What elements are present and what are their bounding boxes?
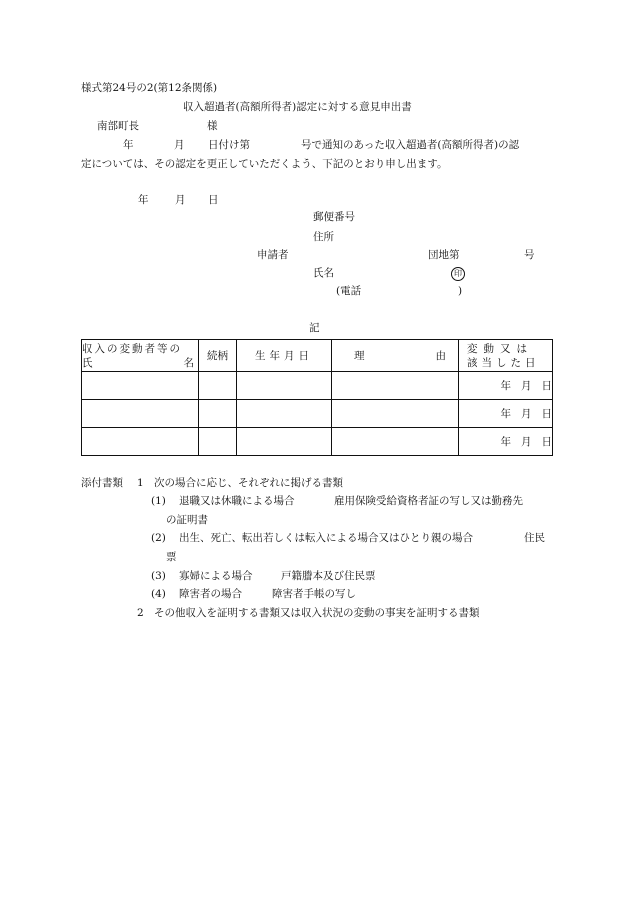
header-person-line2 bbox=[82, 356, 198, 370]
table-row bbox=[82, 400, 553, 428]
date-unit-month: 月 bbox=[521, 408, 532, 420]
cell-reason[interactable] bbox=[332, 372, 459, 400]
date-unit-month: 月 bbox=[521, 380, 532, 392]
sub2-doc-line2: 票 bbox=[166, 551, 177, 563]
date-unit-day: 日 bbox=[541, 408, 552, 420]
header-reason bbox=[332, 340, 459, 372]
cell-relationship[interactable] bbox=[199, 428, 237, 456]
phone-close: ) bbox=[458, 285, 463, 297]
date-day: 日 bbox=[208, 194, 219, 206]
document-title: 収入超過者(高額所得者)認定に対する意見申出書 bbox=[183, 101, 412, 113]
number-suffix: 号 bbox=[524, 249, 535, 261]
header-birthdate: 生年月日 bbox=[237, 340, 332, 372]
cell-person[interactable] bbox=[82, 372, 199, 400]
complex-label: 団地第 bbox=[428, 249, 460, 261]
address-label: 住所 bbox=[313, 231, 334, 243]
header-change-date bbox=[459, 340, 553, 372]
header-reason-a: 理 bbox=[354, 350, 365, 362]
cell-change-date[interactable] bbox=[459, 428, 553, 456]
attachment-item1-num: 1 bbox=[137, 477, 144, 489]
sub1-doc-line2: の証明書 bbox=[166, 514, 208, 526]
cell-person[interactable] bbox=[82, 428, 199, 456]
cell-person[interactable] bbox=[82, 400, 199, 428]
sub3-num: (3) bbox=[151, 570, 166, 582]
header-person-line1: 収入の変動者等の bbox=[82, 342, 182, 355]
sub1-text: 退職又は休職による場合 bbox=[179, 495, 295, 507]
header-change-line2: 該当した日 bbox=[467, 356, 540, 369]
header-relationship: 続柄 bbox=[199, 340, 237, 372]
header-change-line1: 変動又は bbox=[467, 342, 533, 355]
intro-day-dated: 日付け第 bbox=[208, 139, 250, 151]
date-year: 年 bbox=[138, 194, 149, 206]
header-reason-b: 由 bbox=[435, 350, 446, 362]
date-unit-year: 年 bbox=[500, 408, 511, 420]
date-unit-month: 月 bbox=[521, 436, 532, 448]
sub3-text: 寡婦による場合 bbox=[179, 570, 253, 582]
addressee: 南部町長 bbox=[97, 120, 139, 132]
sub4-num: (4) bbox=[151, 588, 166, 600]
sub4-doc: 障害者手帳の写し bbox=[272, 588, 356, 600]
postal-code-label: 郵便番号 bbox=[313, 211, 355, 223]
intro-line2: 定については、その認定を更正していただくよう、下記のとおり申し出ます。 bbox=[81, 158, 448, 170]
cell-birthdate[interactable] bbox=[237, 400, 332, 428]
date-unit-year: 年 bbox=[500, 380, 511, 392]
honorific: 様 bbox=[207, 120, 218, 132]
table-row bbox=[82, 372, 553, 400]
date-unit-day: 日 bbox=[541, 436, 552, 448]
cell-birthdate[interactable] bbox=[237, 372, 332, 400]
sub2-text: 出生、死亡、転出若しくは転入による場合又はひとり親の場合 bbox=[179, 532, 473, 544]
header-person-line2a: 氏 bbox=[82, 356, 93, 369]
ki-heading: 記 bbox=[309, 322, 320, 334]
attachment-item1-text: 次の場合に応じ、それぞれに掲げる書類 bbox=[154, 477, 343, 489]
attachment-item2-text: その他収入を証明する書類又は収入状況の変動の事実を証明する書類 bbox=[154, 607, 480, 619]
cell-reason[interactable] bbox=[332, 428, 459, 456]
seal-mark bbox=[451, 267, 465, 281]
sub3-doc: 戸籍謄本及び住民票 bbox=[281, 570, 376, 582]
attachments-label: 添付書類 bbox=[81, 477, 123, 489]
cell-change-date[interactable] bbox=[459, 372, 553, 400]
intro-year: 年 bbox=[123, 139, 134, 151]
sub1-num: (1) bbox=[151, 495, 166, 507]
date-unit-day: 日 bbox=[541, 380, 552, 392]
applicant-label: 申請者 bbox=[257, 249, 289, 261]
sub2-num: (2) bbox=[151, 532, 166, 544]
sub2-doc-line1: 住民 bbox=[524, 532, 545, 544]
intro-rest-line1: 号で通知のあった収入超過者(高額所得者)の認 bbox=[301, 139, 520, 151]
phone-open: (電話 bbox=[336, 285, 362, 297]
table-header-row bbox=[82, 340, 553, 372]
date-unit-year: 年 bbox=[500, 436, 511, 448]
sub1-doc-line1: 雇用保険受給資格者証の写し又は勤務先 bbox=[334, 495, 523, 507]
cell-change-date[interactable] bbox=[459, 400, 553, 428]
form-id: 様式第24号の2(第12条関係) bbox=[81, 82, 218, 94]
cell-reason[interactable] bbox=[332, 400, 459, 428]
date-month: 月 bbox=[175, 194, 186, 206]
header-person-line2b: 名 bbox=[183, 356, 194, 369]
sub4-text: 障害者の場合 bbox=[179, 588, 242, 600]
cell-relationship[interactable] bbox=[199, 400, 237, 428]
name-label: 氏名 bbox=[313, 267, 334, 279]
header-person-name bbox=[82, 340, 199, 372]
records-table bbox=[81, 339, 553, 456]
cell-birthdate[interactable] bbox=[237, 428, 332, 456]
intro-month: 月 bbox=[174, 139, 185, 151]
cell-relationship[interactable] bbox=[199, 372, 237, 400]
table-row bbox=[82, 428, 553, 456]
attachment-item2-num: 2 bbox=[137, 607, 144, 619]
seal-text: 印 bbox=[451, 267, 465, 281]
